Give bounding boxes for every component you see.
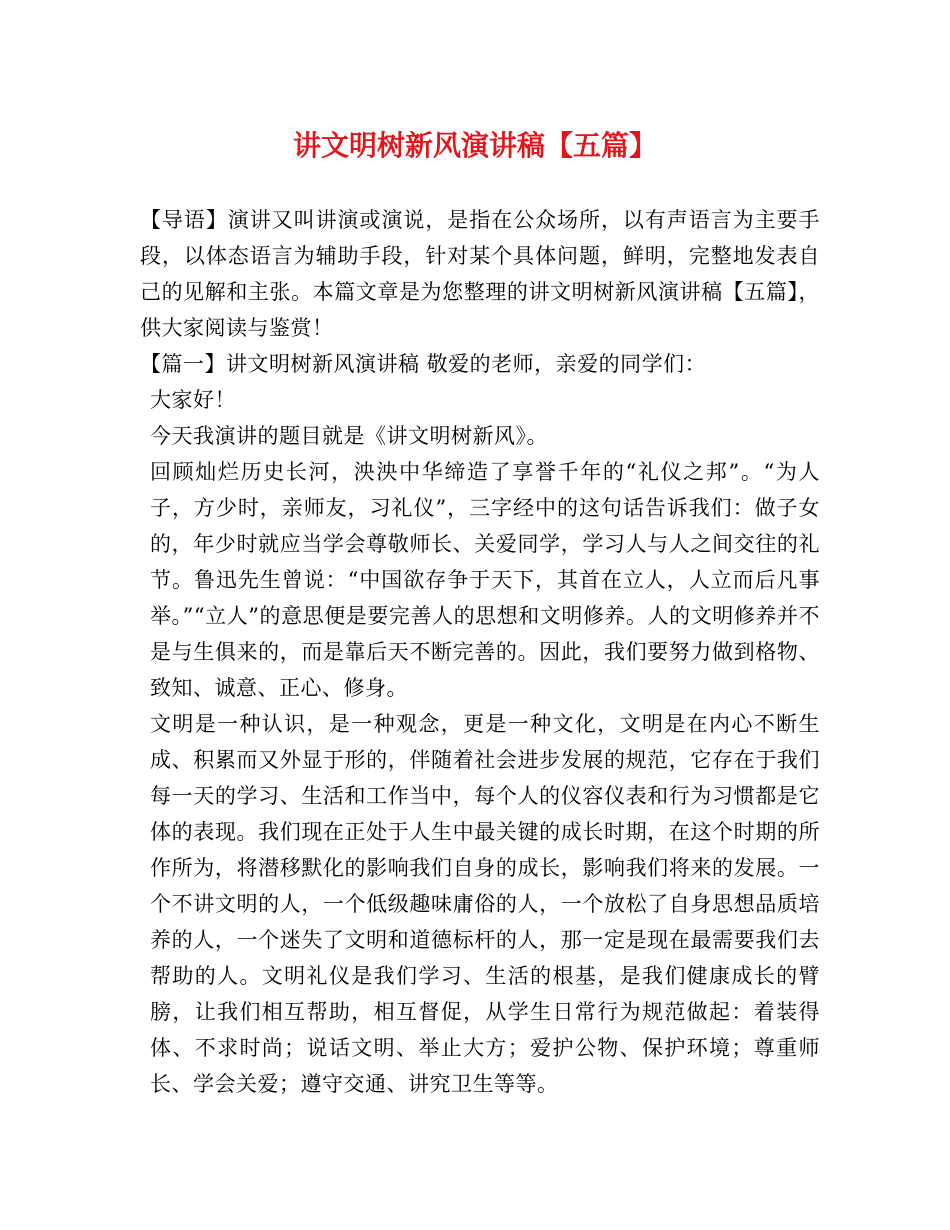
document-body bbox=[140, 202, 820, 1102]
paragraph-history: 回顾灿烂历史长河，泱泱中华缔造了享誉千年的“礼仪之邦”。“为人子，方少时，亲师友，习礼仪”，三字经中的这句话告诉我们：做子女的，年少时就应当学会尊敬师长、关爱同学，学习人与人之间交往的礼节。鲁迅先生曾说：“中国欲存争于天下，其首在立人，人立而后凡事举。”“立人”的意思便是要完善人的思想和文明修养。人的文明修养并不是与生俱来的，而是靠后天不断完善的。因此，我们要努力做到格物、致知、诚意、正心、修身。 bbox=[150, 460, 820, 700]
paragraph-civilization: 文明是一种认识，是一种观念，更是一种文化，文明是在内心不断生成、积累而又外显于形的，伴随着社会进步发展的规范，它存在于我们每一天的学习、生活和工作当中，每个人的仪容仪表和行为习惯都是它体的表现。我们现在正处于人生中最关键的成长时期，在这个时期的所作所为，将潜移默化的影响我们自身的成长，影响我们将来的发展。一个不讲文明的人，一个低级趣味庸俗的人，一个放松了自身思想品质培养的人，一个迷失了文明和道德标杆的人，那一定是现在最需要我们去帮助的人。文明礼仪是我们学习、生活的根基，是我们健康成长的臂膀，让我们相互帮助，相互督促，从学生日常行为规范做起：着装得体、不求时尚；说话文明、举止大方；爱护公物、保护环境；尊重师长、学会关爱；遵守交通、讲究卫生等等。 bbox=[150, 712, 820, 1096]
page-title: 讲文明树新风演讲稿【五篇】 bbox=[292, 129, 657, 162]
paragraph-intro: 【导语】演讲又叫讲演或演说，是指在公众场所，以有声语言为主要手段，以体态语言为辅助手段，针对某个具体问题，鲜明，完整地发表自己的见解和主张。本篇文章是为您整理的讲文明树新风演讲稿【五篇】，供大家阅读与鉴赏！ bbox=[140, 208, 820, 340]
paragraph-topic: 今天我演讲的题目就是《讲文明树新风》。 bbox=[150, 424, 548, 448]
paragraph-greeting: 大家好！ bbox=[150, 388, 236, 412]
paragraph-section-one-heading: 【篇一】讲文明树新风演讲稿 敬爱的老师，亲爱的同学们： bbox=[140, 352, 707, 376]
